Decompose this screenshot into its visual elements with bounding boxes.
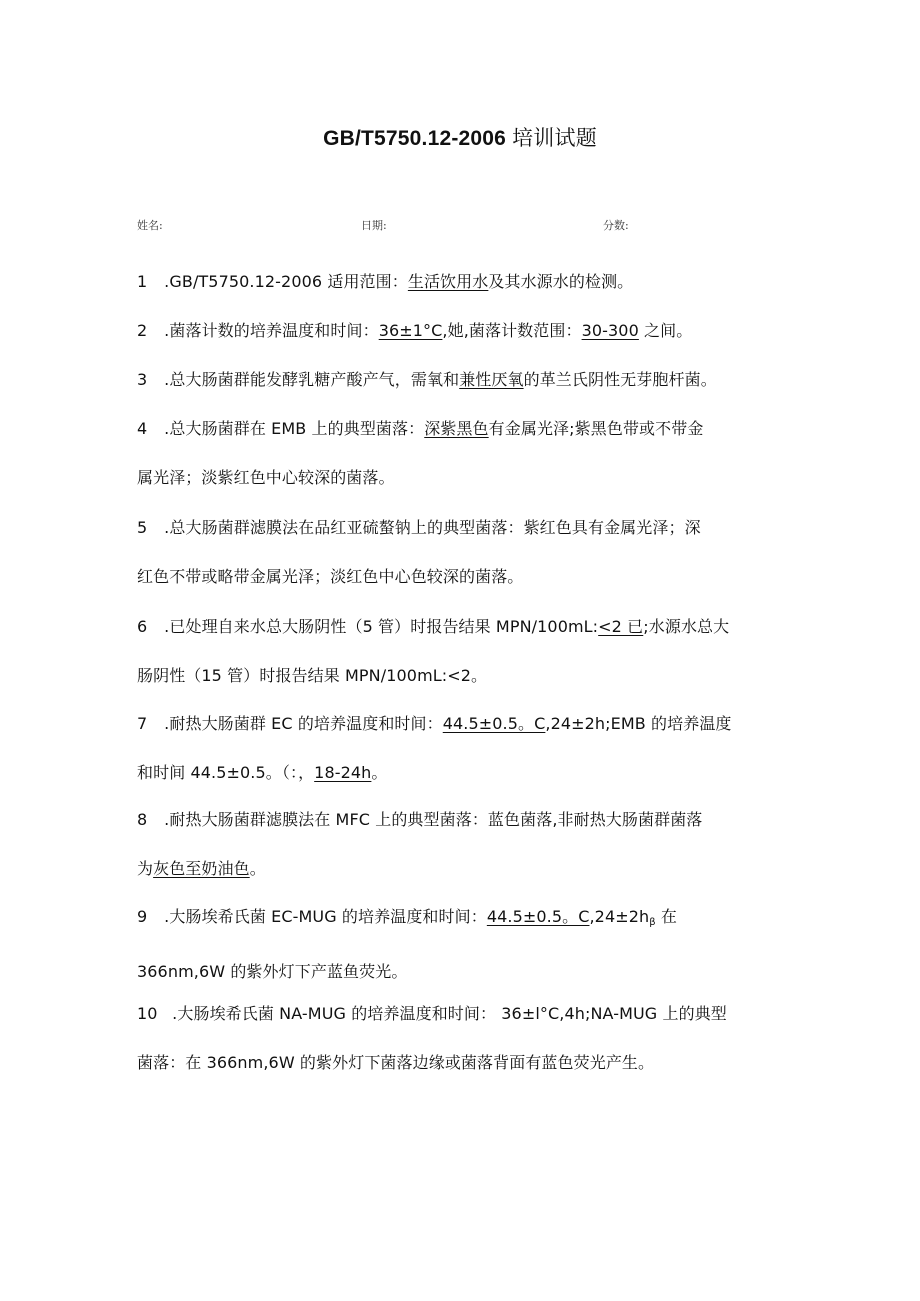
answer-underlined: 灰色至奶油色 <box>153 859 250 878</box>
question-number: 5 <box>137 518 148 537</box>
name-field-label: 姓名: <box>137 219 163 232</box>
question-line-continued <box>137 651 797 700</box>
question-7 <box>137 699 797 797</box>
answer-underlined: <2 已 <box>598 617 644 636</box>
question-line <box>137 503 797 552</box>
question-line <box>137 602 797 651</box>
question-number: 9 <box>137 907 148 926</box>
question-text: .总大肠菌群在 EMB 上的典型菌落： <box>159 419 425 438</box>
question-line-continued <box>137 748 797 797</box>
question-line-continued <box>137 453 797 502</box>
question-text: 为 <box>137 859 154 878</box>
question-line <box>137 355 797 404</box>
question-line-continued <box>137 1038 797 1087</box>
score-field-label: 分数: <box>603 219 629 232</box>
date-field-label: 日期: <box>361 219 387 232</box>
question-4 <box>137 404 797 502</box>
question-line-continued <box>137 844 797 893</box>
answer-underlined: 生活饮用水 <box>407 272 489 291</box>
question-line <box>137 404 797 453</box>
question-line <box>137 892 797 947</box>
question-9 <box>137 892 797 996</box>
question-5 <box>137 503 797 601</box>
question-text: 及其水源水的检测。 <box>488 272 634 291</box>
question-10 <box>137 989 797 1087</box>
question-number: 7 <box>137 714 148 733</box>
answer-underlined: 36±1°C <box>378 321 443 340</box>
question-8 <box>137 795 797 893</box>
question-text: .大肠埃希氏菌 EC-MUG 的培养温度和时间： <box>159 907 487 926</box>
question-line-continued <box>137 552 797 601</box>
question-text: 有金属光泽;紫黑色带或不带金 <box>488 419 704 438</box>
question-line <box>137 257 797 306</box>
question-text: .总大肠菌群能发酵乳糖产酸产气，需氧和 <box>159 370 460 389</box>
question-line <box>137 306 797 355</box>
question-text: ,她,菌落计数范围： <box>442 321 582 340</box>
question-text: 和时间 44.5±0.5。（：， <box>137 763 315 782</box>
question-text: 。 <box>249 859 266 878</box>
question-number: 4 <box>137 419 148 438</box>
answer-underlined: 30-300 <box>581 321 639 340</box>
title-standard-code: GB/T5750.12-2006 <box>323 127 507 150</box>
question-number: 8 <box>137 810 148 829</box>
question-text: .已处理自来水总大肠阴性（5 管）时报告结果 MPN∕100mL: <box>159 617 599 636</box>
answer-underlined: 兼性厌氧 <box>459 370 524 389</box>
question-text: .GB/T5750.12-2006 适用范围： <box>159 272 408 291</box>
question-number: 6 <box>137 617 148 636</box>
question-text: ,24±2h <box>589 907 650 926</box>
subscript-text: β <box>649 917 656 928</box>
title-suffix: 培训试题 <box>512 127 597 150</box>
question-text: 肠阴性（15 管）时报告结果 MPN∕100mL:<2。 <box>137 666 488 685</box>
answer-underlined: 深紫黑色 <box>424 419 489 438</box>
question-line <box>137 699 797 748</box>
question-3 <box>137 355 797 404</box>
question-number: 2 <box>137 321 148 340</box>
question-text: .大肠埃希氏菌 NA-MUG 的培养温度和时间： 36±l°C,4h;NA-MUG 上的典型 <box>167 1004 727 1023</box>
question-text: .耐热大肠菌群 EC 的培养温度和时间： <box>159 714 443 733</box>
question-text: .耐热大肠菌群滤膜法在 MFC 上的典型菌落：蓝色菌落,非耐热大肠菌群菌落 <box>159 810 703 829</box>
answer-underlined: 44.5±0.5。C <box>442 714 546 733</box>
question-text: .总大肠菌群滤膜法在品红亚硫螯钠上的典型菌落：紫红色具有金属光泽；深 <box>159 518 701 537</box>
question-text: 在 <box>655 907 678 926</box>
question-text: 属光泽；淡紫红色中心较深的菌落。 <box>137 468 395 487</box>
question-2 <box>137 306 797 355</box>
question-number: 3 <box>137 370 148 389</box>
question-text: 之间。 <box>638 321 693 340</box>
question-text: ;水源水总大 <box>643 617 730 636</box>
question-text: 的革兰氏阴性无芽胞杆菌。 <box>523 370 717 389</box>
question-text: ,24±2h;EMB 的培养温度 <box>545 714 732 733</box>
question-text: 366nm,6W 的紫外灯下产蓝鱼荧光。 <box>137 962 408 981</box>
question-number: 1 <box>137 272 148 291</box>
answer-underlined: 18-24h <box>314 763 372 782</box>
question-text: 菌落：在 366nm,6W 的紫外灯下菌落边缘或菌落背面有蓝色荧光产生。 <box>137 1053 655 1072</box>
question-line <box>137 795 797 844</box>
question-number: 10 <box>137 1004 158 1023</box>
question-1 <box>137 257 797 306</box>
question-line <box>137 989 797 1038</box>
question-6 <box>137 602 797 700</box>
question-text: 红色不带或略带金属光泽；淡红色中心色较深的菌落。 <box>137 567 524 586</box>
answer-underlined: 44.5±0.5。C <box>486 907 590 926</box>
question-text: .菌落计数的培养温度和时间： <box>159 321 379 340</box>
document-title <box>0 122 920 152</box>
question-text: 。 <box>371 763 388 782</box>
